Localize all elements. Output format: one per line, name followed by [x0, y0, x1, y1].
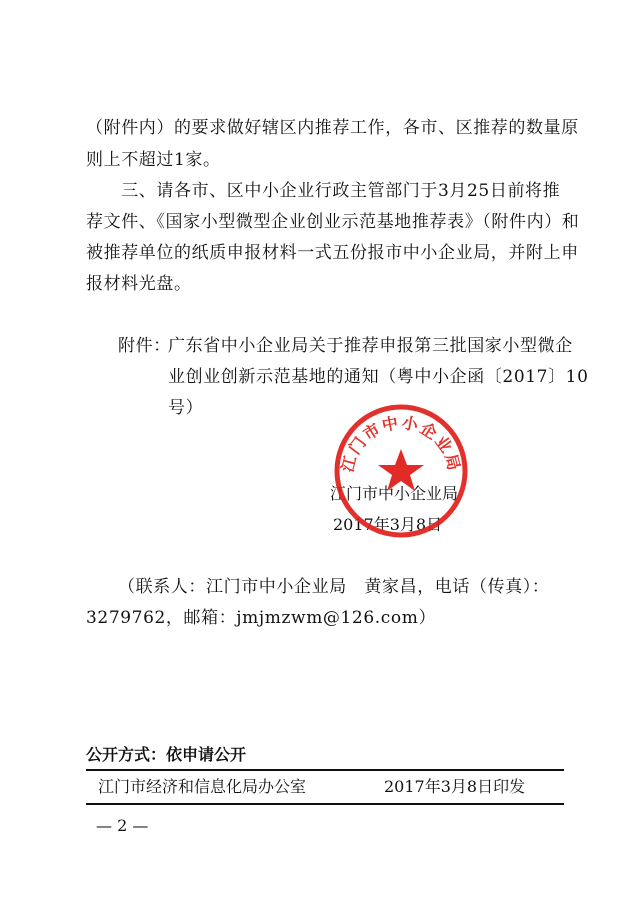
- footer-rule-top: [86, 769, 564, 771]
- disclosure-label: 公开方式：依申请公开: [86, 745, 247, 764]
- attachment-line-3: 号）: [168, 398, 204, 418]
- footer-rule-bottom: [86, 803, 564, 805]
- official-seal-icon: [333, 403, 469, 539]
- attachment-line-2: 业创业创新示范基地的通知（粤中小企函〔2017〕10: [168, 367, 589, 387]
- body-line-1: （附件内）的要求做好辖区内推荐工作，各市、区推荐的数量原: [86, 118, 579, 138]
- body-line-2: 则上不超过1家。: [86, 150, 221, 170]
- contact-line-1: （联系人：江门市中小企业局 黄家昌，电话（传真）：: [118, 577, 550, 597]
- footer-date: 2017年3月8日印发: [384, 777, 526, 796]
- svg-text:江门市中小企业局: 江门市中小企业局: [337, 412, 465, 475]
- body-line-3: 三、请各市、区中小企业行政主管部门于3月25日前将推: [86, 181, 561, 201]
- footer-office: 江门市经济和信息化局办公室: [98, 777, 307, 796]
- contact-line-2: 3279762，邮箱：jmjmzwm@126.com）: [86, 608, 437, 628]
- attachment-line-1: 广东省中小企业局关于推荐申报第三批国家小型微企: [168, 336, 573, 356]
- body-line-6: 报材料光盘。: [86, 274, 192, 294]
- body-line-4: 荐文件、《国家小型微型企业创业示范基地推荐表》（附件内）和: [86, 212, 580, 232]
- page-number: — 2 —: [96, 816, 149, 835]
- attachment-label: 附件：: [118, 336, 171, 356]
- signature-org: 江门市中小企业局: [330, 484, 459, 503]
- signature-date: 2017年3月8日: [333, 515, 443, 534]
- body-line-5: 被推荐单位的纸质申报材料一式五份报市中小企业局，并附上申: [86, 243, 579, 263]
